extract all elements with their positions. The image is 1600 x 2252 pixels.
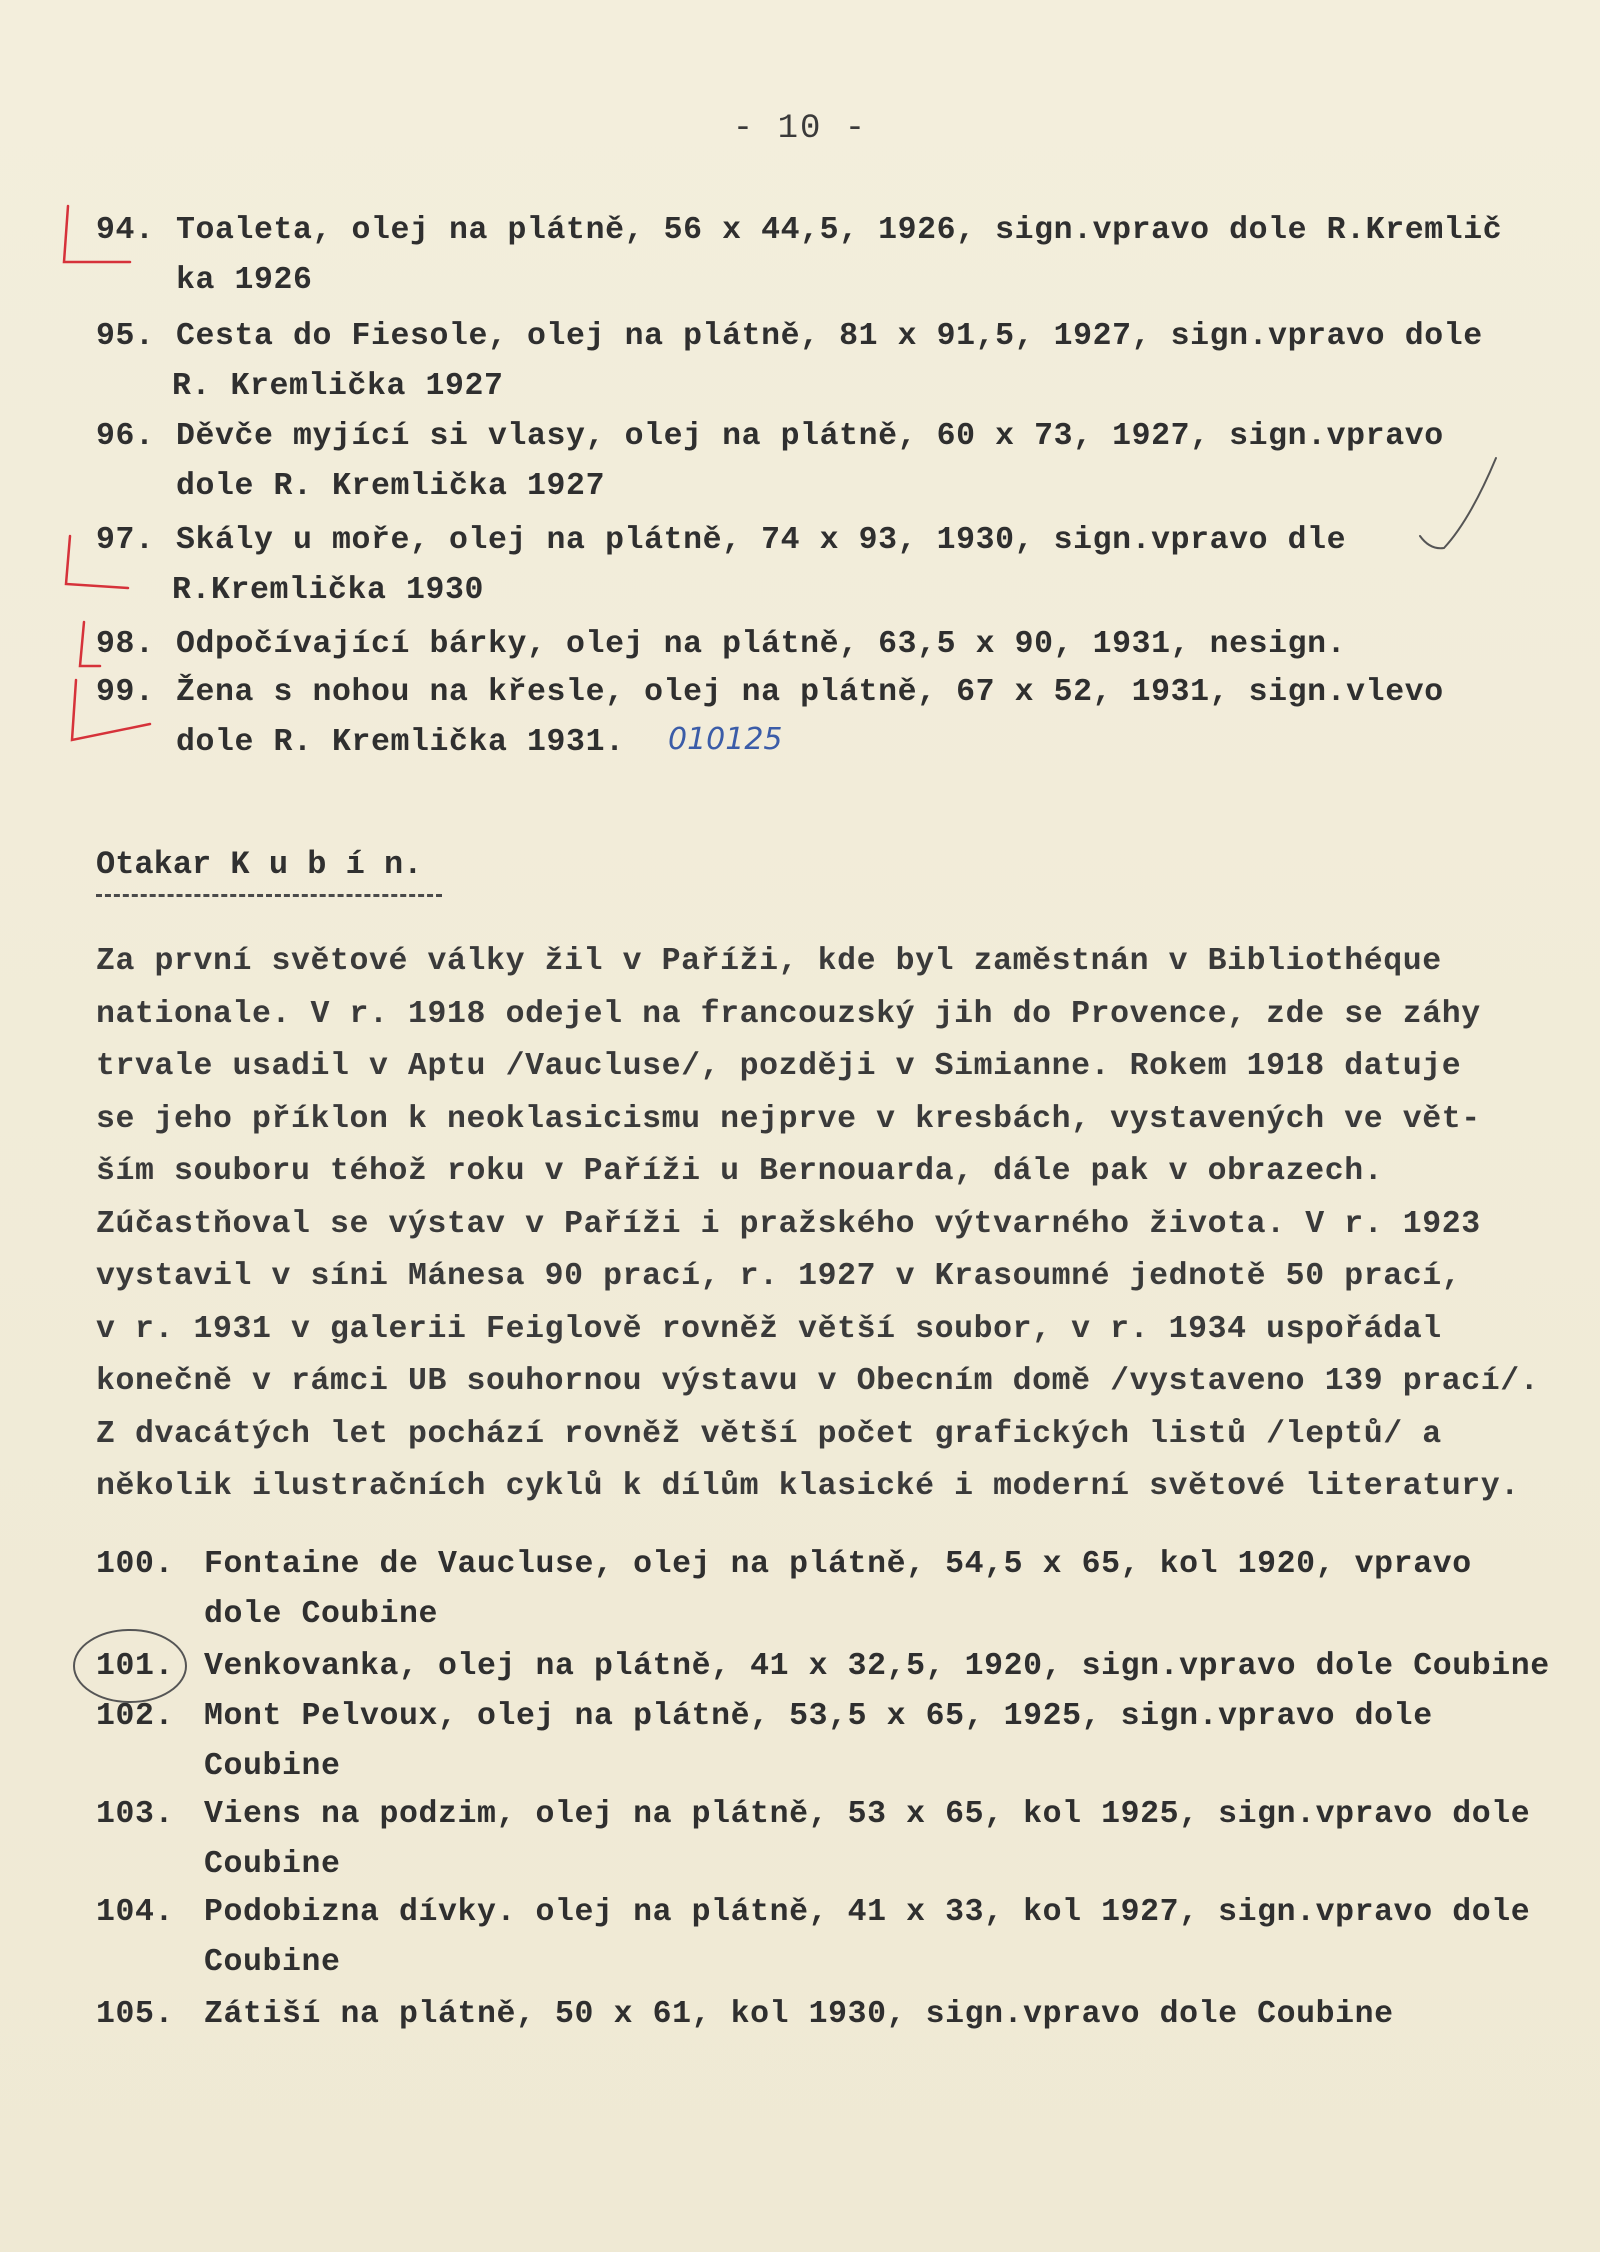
- red-bracket-mark: [72, 680, 150, 740]
- entry-number: 103.: [96, 1797, 175, 1832]
- entry-number: 98.: [96, 627, 155, 662]
- entry-line: Žena s nohou na křesle, olej na plátně, 67 x 52, 1931, sign.vlevo: [176, 675, 1444, 710]
- entry-number: 102.: [96, 1699, 175, 1734]
- paragraph-line: se jeho příklon k neoklasicismu nejprve v kresbách, vystavených ve vět-: [96, 1101, 1481, 1137]
- red-bracket-mark: [64, 206, 130, 262]
- paragraph-line: Z dvacátých let pochází rovněž větší počet grafických listů /leptů/ a: [96, 1416, 1442, 1452]
- entry-number: 101.: [96, 1649, 175, 1684]
- pencil-circle-mark: [74, 1630, 186, 1702]
- entry-line: R. Kremlička 1927: [172, 369, 504, 404]
- entry-line: Viens na podzim, olej na plátně, 53 x 65, kol 1925, sign.vpravo dole: [204, 1797, 1531, 1832]
- entry-line: dole Coubine: [204, 1597, 439, 1632]
- entry-line: Coubine: [204, 1945, 341, 1980]
- entry-number: 95.: [96, 319, 155, 354]
- paragraph-line: vystavil v síni Mánesa 90 prací, r. 1927 v Krasoumné jednotě 50 prací,: [96, 1259, 1462, 1294]
- paragraph-line: nationale. V r. 1918 odejel na francouzský jih do Provence, zde se záhy: [96, 996, 1481, 1032]
- entry-line: Podobizna dívky. olej na plátně, 41 x 33, kol 1927, sign.vpravo dole: [204, 1895, 1531, 1930]
- entry-line: Coubine: [204, 1847, 341, 1882]
- paragraph-line: Za první světové války žil v Paříži, kde byl zaměstnán v Bibliothéque: [96, 944, 1442, 979]
- entry-line: Zátiší na plátně, 50 x 61, kol 1930, sign.vpravo dole Coubine: [204, 1997, 1394, 2032]
- entry-number: 94.: [96, 213, 155, 248]
- entry-number: 100.: [96, 1547, 175, 1582]
- entry-line: R.Kremlička 1930: [172, 573, 485, 608]
- entry-line: Cesta do Fiesole, olej na plátně, 81 x 91,5, 1927, sign.vpravo dole: [176, 319, 1483, 354]
- handwritten-note: 010125: [668, 722, 783, 757]
- entry-line: Mont Pelvoux, olej na plátně, 53,5 x 65, 1925, sign.vpravo dole: [204, 1699, 1433, 1734]
- entry-line: dole R. Kremlička 1927: [176, 469, 606, 504]
- check-mark: [1420, 458, 1496, 548]
- red-bracket-mark: [80, 622, 100, 666]
- paragraph-line: konečně v rámci UB souhornou výstavu v Obecním domě /vystaveno 139 prací/.: [96, 1364, 1540, 1399]
- red-bracket-mark: [66, 536, 128, 588]
- entry-line: ka 1926: [176, 263, 313, 298]
- entry-line: Odpočívající bárky, olej na plátně, 63,5 x 90, 1931, nesign.: [176, 627, 1347, 662]
- entry-line: Fontaine de Vaucluse, olej na plátně, 54,5 x 65, kol 1920, vpravo: [204, 1547, 1472, 1582]
- paragraph-line: několik ilustračních cyklů k dílům klasické i moderní světové literatury.: [96, 1469, 1520, 1504]
- entry-number: 105.: [96, 1997, 175, 2032]
- entry-number: 99.: [96, 675, 155, 710]
- entry-line: Venkovanka, olej na plátně, 41 x 32,5, 1920, sign.vpravo dole Coubine: [204, 1649, 1550, 1684]
- entry-line: Toaleta, olej na plátně, 56 x 44,5, 1926, sign.vpravo dole R.Kremlič: [176, 213, 1503, 248]
- paragraph-line: trvale usadil v Aptu /Vaucluse/, později v Simianne. Rokem 1918 datuje: [96, 1049, 1462, 1084]
- heading-text: Otakar K u b í n.: [96, 846, 423, 883]
- paragraph-line: Zúčastňoval se výstav v Paříži i pražského výtvarného života. V r. 1923: [96, 1206, 1481, 1242]
- entry-line: Coubine: [204, 1749, 341, 1784]
- entry-number: 97.: [96, 523, 155, 558]
- entry-line: dole R. Kremlička 1931.: [176, 725, 625, 760]
- entry-number: 104.: [96, 1895, 175, 1930]
- entry-line: Skály u moře, olej na plátně, 74 x 93, 1930, sign.vpravo dle: [176, 523, 1347, 558]
- page-number: - 10 -: [732, 110, 868, 148]
- entry-line: Děvče myjící si vlasy, olej na plátně, 60 x 73, 1927, sign.vpravo: [176, 419, 1444, 454]
- entry-number: 96.: [96, 419, 155, 454]
- paragraph-line: v r. 1931 v galerii Feiglově rovněž větší soubor, v r. 1934 uspořádal: [96, 1311, 1442, 1347]
- paragraph-line: ším souboru téhož roku v Paříži u Bernouarda, dále pak v obrazech.: [96, 1154, 1384, 1189]
